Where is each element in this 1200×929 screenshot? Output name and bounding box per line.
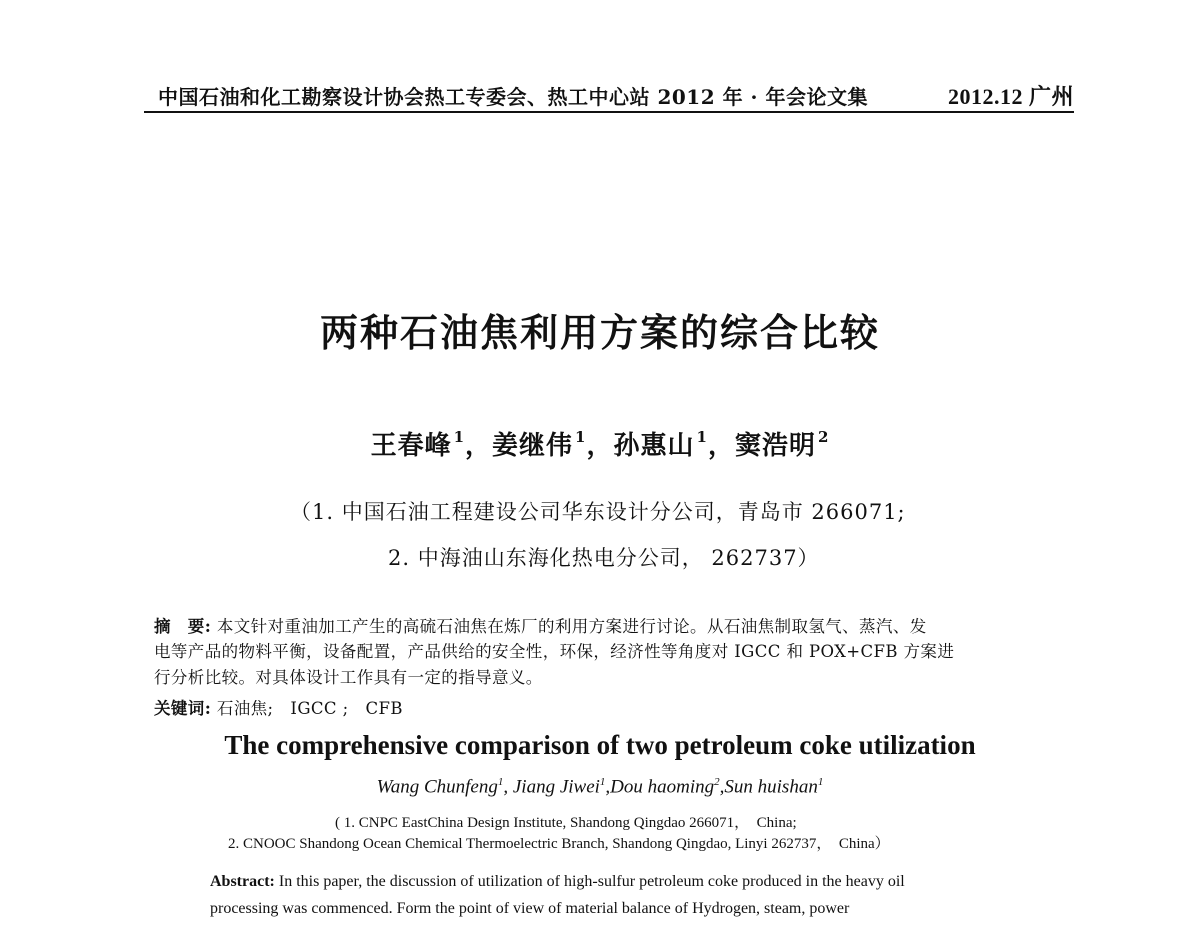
running-header xyxy=(158,78,1074,112)
author-affiliation-mark: 2 xyxy=(714,776,720,788)
english-abstract-line xyxy=(210,873,905,891)
chinese-authors xyxy=(0,425,1200,462)
abstract-label: 摘 要: xyxy=(154,617,212,636)
abstract-text: 本文针对重油加工产生的高硫石油焦在炼厂的利用方案进行讨论。从石油焦制取氢气、蒸汽、发 xyxy=(211,617,927,636)
chinese-abstract-line: 行分析比较。对具体设计工作具有一定的指导意义。 xyxy=(154,668,543,687)
chinese-affiliation-2: 2. 中海油山东海化热电分公司， 262737） xyxy=(388,546,820,570)
keywords-text: 石油焦; IGCC ; CFB xyxy=(211,699,403,718)
chinese-abstract-line: 电等产品的物料平衡，设备配置，产品供给的安全性，环保，经济性等角度对 IGCC 和 POX+CFB 方案进 xyxy=(154,642,955,661)
author-separator: , xyxy=(719,776,725,798)
english-authors xyxy=(0,776,1200,798)
author-separator: ， xyxy=(586,431,614,461)
abstract-text: In this paper, the discussion of utilization of high-sulfur petroleum coke produced in the heavy oil xyxy=(274,873,905,890)
english-affiliation-2: 2. CNOOC Shandong Ocean Chemical Thermoelectric Branch, Shandong Qingdao, Linyi 262737， China） xyxy=(228,836,890,852)
date-place: 2012.12 广州 xyxy=(947,83,1074,109)
author-name: Sun huishan xyxy=(724,776,818,798)
chinese-title: 两种石油焦利用方案的综合比较 xyxy=(319,311,880,355)
author-separator: , xyxy=(605,776,611,798)
author-separator: , xyxy=(503,776,513,798)
author-affiliation-mark: 1 xyxy=(696,428,708,446)
author-name: 窦浩明 xyxy=(734,431,816,461)
keywords-label: 关键词: xyxy=(154,699,212,718)
abstract-label: Abstract: xyxy=(210,873,275,890)
author-affiliation-mark: 1 xyxy=(497,776,504,788)
author-name: Jiang Jiwei xyxy=(512,776,600,798)
english-abstract-line: processing was commenced. Form the point of view of material balance of Hydrogen, steam, power xyxy=(210,900,850,917)
author-name: 王春峰 xyxy=(370,431,452,461)
author-name: Dou haoming xyxy=(610,776,715,798)
author-affiliation-mark: 1 xyxy=(453,428,466,446)
author-affiliation-mark: 1 xyxy=(817,776,824,788)
header-rule xyxy=(144,111,1074,113)
author-name: Wang Chunfeng xyxy=(376,776,498,798)
author-affiliation-mark: 2 xyxy=(817,428,830,446)
author-name: 孙惠山 xyxy=(613,431,695,461)
english-affiliation-1: ( 1. CNPC EastChina Design Institute, Shandong Qingdao 266071， China; xyxy=(335,815,797,831)
author-name: 姜继伟 xyxy=(492,431,574,461)
chinese-keywords xyxy=(154,695,403,719)
author-affiliation-mark: 1 xyxy=(599,776,606,788)
author-affiliation-mark: 1 xyxy=(575,428,587,446)
chinese-affiliation-1: （1. 中国石油工程建设公司华东设计分公司，青岛市 266071; xyxy=(290,500,906,524)
author-separator: ， xyxy=(707,431,735,461)
conference-name: 中国石油和化工勘察设计协会热工专委会、热工中心站 2012 年 · 年会论文集 xyxy=(158,84,868,109)
chinese-abstract-line xyxy=(154,613,927,637)
english-title: The comprehensive comparison of two petroleum coke utilization xyxy=(224,730,976,760)
author-separator: ， xyxy=(465,431,493,461)
